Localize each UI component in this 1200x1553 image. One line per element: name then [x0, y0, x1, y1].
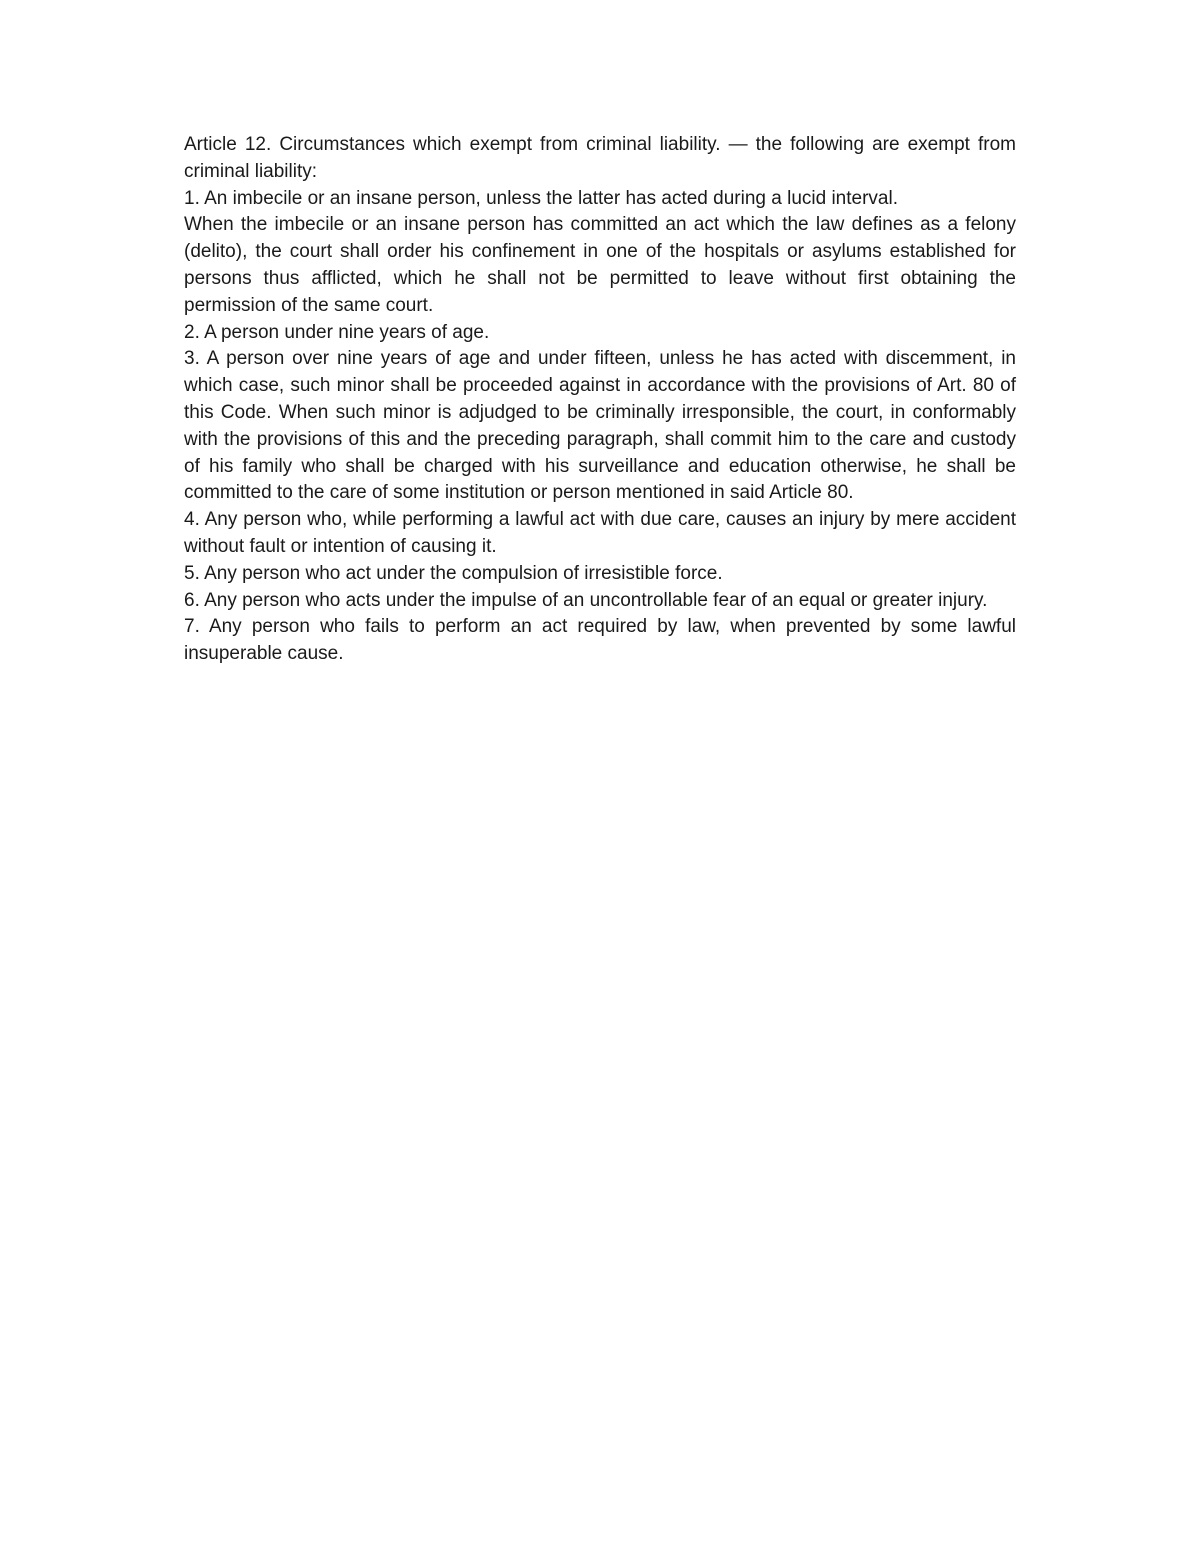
exemption-item-1: 1. An imbecile or an insane person, unless the latter has acted during a lucid interval.	[184, 187, 898, 209]
exemption-item-5: 5. Any person who act under the compulsion of irresistible force.	[184, 562, 723, 584]
exemption-item-7: 7. Any person who fails to perform an act required by law, when prevented by some lawful insuperable cause.	[184, 616, 1016, 665]
exemption-item-4: 4. Any person who, while performing a lawful act with due care, causes an injury by mere accident without fault or intention of causing it.	[184, 509, 1016, 557]
exemption-item-2: 2. A person under nine years of age.	[184, 321, 490, 343]
exemption-item-3: 3. A person over nine years of age and under fifteen, unless he has acted with discemment, in which case, such minor shall be proceeded against in accordance with the provisions of Art. 80 of this Code. When such minor is adjudged to be criminally irresponsible, the court, in conformably with the provisions of this and the preceding paragraph, shall commit him to the care and custody of his family who shall be charged with his surveillance and education otherwise, he shall be committed to the care of some institution or person mentioned in said Article 80.	[184, 348, 1016, 504]
document-body	[184, 132, 1016, 668]
article-heading: Article 12. Circumstances which exempt from criminal liability. — the following are exempt from criminal liability:	[184, 134, 1016, 182]
exemption-item-1-detail: When the imbecile or an insane person has committed an act which the law defines as a felony (delito), the court shall order his confinement in one of the hospitals or asylums established for persons thus afflicted, which he shall not be permitted to leave without first obtaining the permission of the same court.	[184, 214, 1016, 316]
exemption-item-6: 6. Any person who acts under the impulse of an uncontrollable fear of an equal or greater injury.	[184, 589, 988, 611]
